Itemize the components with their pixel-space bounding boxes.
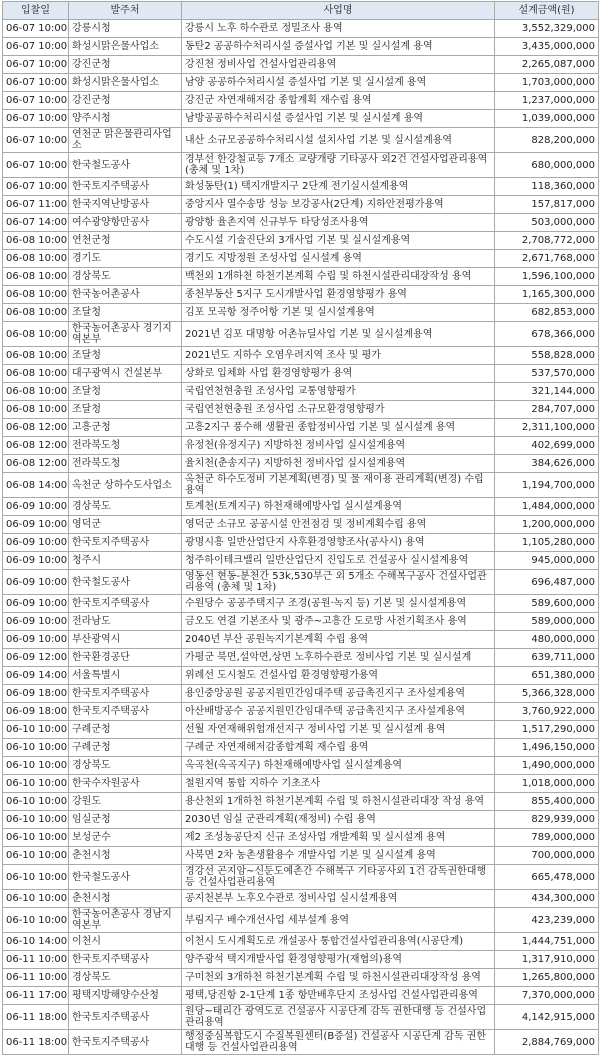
table-row — [3, 473, 599, 498]
bid-date-cell: 06-07 10:00 — [3, 74, 69, 92]
bid-date-cell: 06-10 10:00 — [3, 847, 69, 865]
bid-date-cell: 06-10 10:00 — [3, 775, 69, 793]
bid-date-cell: 06-07 10:00 — [3, 20, 69, 38]
orderer-cell: 조달청 — [69, 347, 182, 365]
orderer-cell: 한국지역난방공사 — [69, 196, 182, 214]
orderer-cell: 한국토지주택공사 — [69, 534, 182, 552]
project-name-cell: 사북면 2차 농촌생활용수 개발사업 기본 및 실시설계 용역 — [182, 847, 495, 865]
bid-date-cell: 06-08 10:00 — [3, 250, 69, 268]
orderer-cell: 한국농어촌공사 — [69, 286, 182, 304]
project-name-cell: 강릉시 노후 하수관로 정밀조사 용역 — [182, 20, 495, 38]
table-row — [3, 865, 599, 890]
orderer-cell: 대구광역시 건설본부 — [69, 365, 182, 383]
orderer-cell: 구례군청 — [69, 721, 182, 739]
bid-date-cell: 06-10 10:00 — [3, 721, 69, 739]
design-amount-cell: 1,265,800,000 — [495, 969, 599, 987]
design-amount-cell: 2,708,772,000 — [495, 232, 599, 250]
bid-date-cell: 06-10 10:00 — [3, 793, 69, 811]
table-row — [3, 552, 599, 570]
design-amount-cell: 1,596,100,000 — [495, 268, 599, 286]
orderer-cell: 화성시맑은물사업소 — [69, 74, 182, 92]
table-row — [3, 153, 599, 178]
project-name-cell: 강진천 정비사업 건설사업관리용역 — [182, 56, 495, 74]
header-design-amount: 설계금액(원) — [495, 2, 599, 20]
orderer-cell: 경상북도 — [69, 757, 182, 775]
design-amount-cell: 789,000,000 — [495, 829, 599, 847]
project-name-cell: 양주광석 택지개발사업 환경영향평가(재협의)용역 — [182, 951, 495, 969]
design-amount-cell: 2,265,087,000 — [495, 56, 599, 74]
orderer-cell: 한국철도공사 — [69, 865, 182, 890]
header-bid-date: 입찰일 — [3, 2, 69, 20]
table-row — [3, 757, 599, 775]
project-name-cell: 경기도 지방정원 조성사업 실시설계 용역 — [182, 250, 495, 268]
bid-date-cell: 06-09 10:00 — [3, 534, 69, 552]
bid-date-cell: 06-10 10:00 — [3, 829, 69, 847]
bid-date-cell: 06-08 12:00 — [3, 455, 69, 473]
bid-date-cell: 06-08 10:00 — [3, 322, 69, 347]
project-name-cell: 이천시 도시계획도로 개설공사 통합건설사업관리용역(시공단계) — [182, 933, 495, 951]
table-row — [3, 829, 599, 847]
table-row — [3, 969, 599, 987]
bid-date-cell: 06-09 10:00 — [3, 516, 69, 534]
table-body — [3, 20, 599, 1055]
bid-date-cell: 06-08 10:00 — [3, 268, 69, 286]
design-amount-cell: 3,760,922,000 — [495, 703, 599, 721]
bid-date-cell: 06-08 10:00 — [3, 232, 69, 250]
table-row — [3, 455, 599, 473]
orderer-cell: 한국수자원공사 — [69, 775, 182, 793]
orderer-cell: 한국토지주택공사 — [69, 951, 182, 969]
orderer-cell: 임실군청 — [69, 811, 182, 829]
table-row — [3, 38, 599, 56]
project-name-cell: 2021년도 지하수 오염우려지역 조사 및 평가 — [182, 347, 495, 365]
table-row — [3, 322, 599, 347]
bid-date-cell: 06-08 10:00 — [3, 401, 69, 419]
orderer-cell: 고흥군청 — [69, 419, 182, 437]
project-name-cell: 용인중앙공원 공공지원민간임대주택 공급촉진지구 조사설계용역 — [182, 685, 495, 703]
project-name-cell: 옥곡천(옥곡지구) 하천재해예방사업 실시설계용역 — [182, 757, 495, 775]
bid-date-cell: 06-09 10:00 — [3, 595, 69, 613]
orderer-cell: 경상북도 — [69, 969, 182, 987]
bid-date-cell: 06-09 10:00 — [3, 631, 69, 649]
design-amount-cell: 1,194,700,000 — [495, 473, 599, 498]
design-amount-cell: 157,817,000 — [495, 196, 599, 214]
bid-date-cell: 06-08 10:00 — [3, 304, 69, 322]
orderer-cell: 한국농어촌공사 경기지역본부 — [69, 322, 182, 347]
design-amount-cell: 639,711,000 — [495, 649, 599, 667]
design-amount-cell: 589,600,000 — [495, 595, 599, 613]
design-amount-cell: 3,552,329,000 — [495, 20, 599, 38]
project-name-cell: 청주하이테크밸리 일반산업단지 진입도로 건설공사 실시설계용역 — [182, 552, 495, 570]
orderer-cell: 부산광역시 — [69, 631, 182, 649]
header-project-name: 사업명 — [182, 2, 495, 20]
project-name-cell: 금오도 연결 기본조사 및 광주~고흥간 도로망 사전기획조사 용역 — [182, 613, 495, 631]
project-name-cell: 강진군 자연재해저감 종합계획 재수립 용역 — [182, 92, 495, 110]
table-row — [3, 214, 599, 232]
project-name-cell: 2030년 임실 군관리계획(재정비) 수립 용역 — [182, 811, 495, 829]
orderer-cell: 강진군청 — [69, 56, 182, 74]
project-name-cell: 아산배방공수 공공지원민간임대주택 공급촉진지구 조사설계용역 — [182, 703, 495, 721]
project-name-cell: 경강선 곤지암~신둔도예촌간 수해복구 기타공사외 1건 감독권한대행 등 건설사업관리용역 — [182, 865, 495, 890]
table-row — [3, 178, 599, 196]
bid-date-cell: 06-10 10:00 — [3, 865, 69, 890]
bid-date-cell: 06-10 10:00 — [3, 890, 69, 908]
orderer-cell: 한국토지주택공사 — [69, 178, 182, 196]
bid-date-cell: 06-08 10:00 — [3, 365, 69, 383]
table-row — [3, 286, 599, 304]
design-amount-cell: 434,300,000 — [495, 890, 599, 908]
design-amount-cell: 2,884,769,000 — [495, 1030, 599, 1055]
design-amount-cell: 696,487,000 — [495, 570, 599, 595]
orderer-cell: 전라남도 — [69, 613, 182, 631]
design-amount-cell: 2,311,100,000 — [495, 419, 599, 437]
design-amount-cell: 589,000,000 — [495, 613, 599, 631]
project-name-cell: 내산 소규모공공하수처리시설 설치사업 기본 및 실시설계용역 — [182, 128, 495, 153]
orderer-cell: 한국환경공단 — [69, 649, 182, 667]
project-name-cell: 유정천(유정지구) 지방하천 정비사업 실시설계용역 — [182, 437, 495, 455]
bid-date-cell: 06-10 14:00 — [3, 933, 69, 951]
bid-date-cell: 06-09 10:00 — [3, 613, 69, 631]
bid-date-cell: 06-11 17:00 — [3, 987, 69, 1005]
orderer-cell: 서울특별시 — [69, 667, 182, 685]
bid-date-cell: 06-07 10:00 — [3, 92, 69, 110]
table-row — [3, 516, 599, 534]
project-name-cell: 구미천외 3개하천 하천기본계획 수립 및 하천시설관리대장작성 용역 — [182, 969, 495, 987]
orderer-cell: 강원도 — [69, 793, 182, 811]
table-row — [3, 128, 599, 153]
design-amount-cell: 945,000,000 — [495, 552, 599, 570]
table-row — [3, 419, 599, 437]
table-row — [3, 933, 599, 951]
bid-date-cell: 06-07 10:00 — [3, 38, 69, 56]
orderer-cell: 한국토지주택공사 — [69, 685, 182, 703]
table-row — [3, 74, 599, 92]
design-amount-cell: 5,366,328,000 — [495, 685, 599, 703]
table-row — [3, 721, 599, 739]
project-name-cell: 토계천(토계지구) 하천재해예방사업 실시설계용역 — [182, 498, 495, 516]
bid-date-cell: 06-08 10:00 — [3, 347, 69, 365]
table-row — [3, 703, 599, 721]
design-amount-cell: 1,444,751,000 — [495, 933, 599, 951]
design-amount-cell: 3,435,000,000 — [495, 38, 599, 56]
project-name-cell: 가평군 북면,설악면,상면 노후하수관로 정비사업 기본 및 실시설계 — [182, 649, 495, 667]
orderer-cell: 연천군 맑은물관리사업소 — [69, 128, 182, 153]
table-row — [3, 20, 599, 38]
table-row — [3, 775, 599, 793]
table-row — [3, 951, 599, 969]
orderer-cell: 한국철도공사 — [69, 153, 182, 178]
table-row — [3, 92, 599, 110]
orderer-cell: 한국토지주택공사 — [69, 703, 182, 721]
design-amount-cell: 682,853,000 — [495, 304, 599, 322]
design-amount-cell: 680,000,000 — [495, 153, 599, 178]
orderer-cell: 한국농어촌공사 경남지역본부 — [69, 908, 182, 933]
design-amount-cell: 284,707,000 — [495, 401, 599, 419]
table-row — [3, 347, 599, 365]
project-name-cell: 수원당수 공공주택지구 조경(공원·녹지 등) 기본 및 실시설계용역 — [182, 595, 495, 613]
bid-date-cell: 06-07 10:00 — [3, 153, 69, 178]
table-row — [3, 498, 599, 516]
design-amount-cell: 855,400,000 — [495, 793, 599, 811]
design-amount-cell: 1,105,280,000 — [495, 534, 599, 552]
orderer-cell: 구례군청 — [69, 739, 182, 757]
project-name-cell: 옥천군 하수도정비 기본계획(변경) 및 물 재이용 관리계획(변경) 수립 용역 — [182, 473, 495, 498]
design-amount-cell: 678,366,000 — [495, 322, 599, 347]
orderer-cell: 한국토지주택공사 — [69, 595, 182, 613]
table-row — [3, 987, 599, 1005]
design-amount-cell: 4,142,915,000 — [495, 1005, 599, 1030]
table-row — [3, 649, 599, 667]
project-name-cell: 용산천외 1개하천 하천기본계획 수립 및 하천시설관리대장 작성 용역 — [182, 793, 495, 811]
table-row — [3, 890, 599, 908]
orderer-cell: 강진군청 — [69, 92, 182, 110]
table-row — [3, 847, 599, 865]
design-amount-cell: 1,484,000,000 — [495, 498, 599, 516]
project-name-cell: 철원지역 통합 지하수 기초조사 — [182, 775, 495, 793]
bid-date-cell: 06-07 10:00 — [3, 128, 69, 153]
design-amount-cell: 1,317,910,000 — [495, 951, 599, 969]
table-row — [3, 811, 599, 829]
project-name-cell: 광양항 율촌지역 신규부두 타당성조사용역 — [182, 214, 495, 232]
design-amount-cell: 828,200,000 — [495, 128, 599, 153]
bid-date-cell: 06-09 18:00 — [3, 685, 69, 703]
orderer-cell: 이천시 — [69, 933, 182, 951]
project-name-cell: 율치천(춘송지구) 지방하천 정비사업 실시설계용역 — [182, 455, 495, 473]
project-name-cell: 동탄2 공공하수처리시설 증설사업 기본 및 실시설계 용역 — [182, 38, 495, 56]
project-name-cell: 2021년 김포 대명항 어촌뉴딜사업 기본 및 실시설계용역 — [182, 322, 495, 347]
design-amount-cell: 1,200,000,000 — [495, 516, 599, 534]
orderer-cell: 춘천시청 — [69, 890, 182, 908]
design-amount-cell: 829,939,000 — [495, 811, 599, 829]
project-name-cell: 구례군 자연재해저감종합계획 재수립 용역 — [182, 739, 495, 757]
design-amount-cell: 1,517,290,000 — [495, 721, 599, 739]
orderer-cell: 조달청 — [69, 401, 182, 419]
design-amount-cell: 1,039,000,000 — [495, 110, 599, 128]
design-amount-cell: 558,828,000 — [495, 347, 599, 365]
table-row — [3, 595, 599, 613]
project-name-cell: 영동선 현동-분천간 53k,530부근 외 5개소 수해복구공사 건설사업관리용역 (총체 및 1차) — [182, 570, 495, 595]
design-amount-cell: 651,380,000 — [495, 667, 599, 685]
table-row — [3, 304, 599, 322]
table-row — [3, 570, 599, 595]
orderer-cell: 청주시 — [69, 552, 182, 570]
orderer-cell: 조달청 — [69, 383, 182, 401]
design-amount-cell: 1,018,000,000 — [495, 775, 599, 793]
orderer-cell: 경기도 — [69, 250, 182, 268]
bid-date-cell: 06-10 10:00 — [3, 757, 69, 775]
table-row — [3, 631, 599, 649]
orderer-cell: 옥천군 상하수도사업소 — [69, 473, 182, 498]
design-amount-cell: 2,671,768,000 — [495, 250, 599, 268]
project-name-cell: 김포 모곡항 정주어항 기본 및 실시설계용역 — [182, 304, 495, 322]
bid-date-cell: 06-09 10:00 — [3, 552, 69, 570]
bid-date-cell: 06-08 12:00 — [3, 419, 69, 437]
table-row — [3, 250, 599, 268]
table-row — [3, 908, 599, 933]
bid-date-cell: 06-08 14:00 — [3, 473, 69, 498]
orderer-cell: 전라북도청 — [69, 437, 182, 455]
orderer-cell: 경상북도 — [69, 498, 182, 516]
table-row — [3, 56, 599, 74]
project-name-cell: 백천외 1개하천 하천기본계획 수립 및 하천시설관리대장작성 용역 — [182, 268, 495, 286]
project-name-cell: 광명시흥 일반산업단지 사후환경영향조사(공사시) 용역 — [182, 534, 495, 552]
orderer-cell: 화성시맑은물사업소 — [69, 38, 182, 56]
design-amount-cell: 503,000,000 — [495, 214, 599, 232]
project-name-cell: 평택,당진항 2-1단계 1종 항만배후단지 조성사업 건설사업관리용역 — [182, 987, 495, 1005]
bid-date-cell: 06-11 18:00 — [3, 1030, 69, 1055]
table-row — [3, 667, 599, 685]
design-amount-cell: 7,370,000,000 — [495, 987, 599, 1005]
table-row — [3, 1030, 599, 1055]
orderer-cell: 한국토지주택공사 — [69, 1030, 182, 1055]
orderer-cell: 전라북도청 — [69, 455, 182, 473]
orderer-cell: 한국철도공사 — [69, 570, 182, 595]
design-amount-cell: 1,165,300,000 — [495, 286, 599, 304]
table-row — [3, 534, 599, 552]
project-name-cell: 국립연천현충원 조성사업 소규모환경영향평가 — [182, 401, 495, 419]
bid-date-cell: 06-07 10:00 — [3, 56, 69, 74]
table-row — [3, 739, 599, 757]
table-row — [3, 268, 599, 286]
bid-date-cell: 06-08 10:00 — [3, 383, 69, 401]
project-name-cell: 상화로 입체화 사업 환경영향평가 용역 — [182, 365, 495, 383]
design-amount-cell: 118,360,000 — [495, 178, 599, 196]
table-row — [3, 1005, 599, 1030]
bid-date-cell: 06-08 12:00 — [3, 437, 69, 455]
bid-date-cell: 06-10 10:00 — [3, 739, 69, 757]
bid-date-cell: 06-09 10:00 — [3, 498, 69, 516]
design-amount-cell: 1,490,000,000 — [495, 757, 599, 775]
orderer-cell: 양주시청 — [69, 110, 182, 128]
table-row — [3, 401, 599, 419]
project-name-cell: 공지천본부 노후오수관로 정비사업 실시설계용역 — [182, 890, 495, 908]
design-amount-cell: 384,626,000 — [495, 455, 599, 473]
orderer-cell: 조달청 — [69, 304, 182, 322]
project-name-cell: 남방공공하수처리시설 증설사업 기본 및 실시설계 용역 — [182, 110, 495, 128]
bid-date-cell: 06-11 10:00 — [3, 951, 69, 969]
project-name-cell: 선월 자연재해위험개선지구 정비사업 기본 및 실시설계 용역 — [182, 721, 495, 739]
project-name-cell: 고흥2지구 풍수해 생활권 종합정비사업 기본 및 실시설계 용역 — [182, 419, 495, 437]
project-name-cell: 남양 공공하수처리시설 증설사업 기본 및 실시설계 용역 — [182, 74, 495, 92]
bid-date-cell: 06-10 10:00 — [3, 908, 69, 933]
orderer-cell: 보성군수 — [69, 829, 182, 847]
orderer-cell: 한국토지주택공사 — [69, 1005, 182, 1030]
orderer-cell: 영덕군 — [69, 516, 182, 534]
orderer-cell: 여수광양항만공사 — [69, 214, 182, 232]
bid-date-cell: 06-07 10:00 — [3, 110, 69, 128]
project-name-cell: 종천부동산 5지구 도시개발사업 환경영향평가 용역 — [182, 286, 495, 304]
design-amount-cell: 321,144,000 — [495, 383, 599, 401]
project-name-cell: 영덕군 소규모 공공시설 안전점검 및 정비계획수립 용역 — [182, 516, 495, 534]
orderer-cell: 춘천시청 — [69, 847, 182, 865]
bid-date-cell: 06-07 11:00 — [3, 196, 69, 214]
bid-date-cell: 06-09 14:00 — [3, 667, 69, 685]
design-amount-cell: 423,239,000 — [495, 908, 599, 933]
project-name-cell: 원당~태리간 광역도로 건설공사 시공단계 감독 권한대행 등 건설사업관리용역 — [182, 1005, 495, 1030]
table-row — [3, 437, 599, 455]
project-name-cell: 행정중심복합도시 수질복원센터(B증설) 건설공사 시공단계 감독 권한대행 등 건설사업관리용역 — [182, 1030, 495, 1055]
orderer-cell: 평택지방해양수산청 — [69, 987, 182, 1005]
bid-date-cell: 06-09 12:00 — [3, 649, 69, 667]
bid-date-cell: 06-08 10:00 — [3, 286, 69, 304]
design-amount-cell: 1,496,150,000 — [495, 739, 599, 757]
bid-date-cell: 06-11 18:00 — [3, 1005, 69, 1030]
bid-date-cell: 06-09 18:00 — [3, 703, 69, 721]
table-row — [3, 110, 599, 128]
table-row — [3, 232, 599, 250]
table-row — [3, 196, 599, 214]
table-row — [3, 613, 599, 631]
table-row — [3, 793, 599, 811]
header-row — [3, 2, 599, 20]
bid-date-cell: 06-07 14:00 — [3, 214, 69, 232]
bid-table — [2, 1, 599, 1055]
project-name-cell: 국립연천현충원 조성사업 교통영향평가 — [182, 383, 495, 401]
project-name-cell: 제2 조성농공단지 신규 조성사업 개발계획 및 실시설계 용역 — [182, 829, 495, 847]
project-name-cell: 부림지구 배수개선사업 세부설계 용역 — [182, 908, 495, 933]
orderer-cell: 강릉시청 — [69, 20, 182, 38]
table-row — [3, 365, 599, 383]
project-name-cell: 수도시설 기술진단외 3개사업 기본 및 실시설계용역 — [182, 232, 495, 250]
design-amount-cell: 665,478,000 — [495, 865, 599, 890]
bid-date-cell: 06-07 10:00 — [3, 178, 69, 196]
design-amount-cell: 537,570,000 — [495, 365, 599, 383]
table-row — [3, 383, 599, 401]
orderer-cell: 연천군청 — [69, 232, 182, 250]
project-name-cell: 중앙지사 열수송망 성능 보강공사(2단계) 지하안전평가용역 — [182, 196, 495, 214]
bid-date-cell: 06-09 10:00 — [3, 570, 69, 595]
design-amount-cell: 402,699,000 — [495, 437, 599, 455]
bid-date-cell: 06-11 10:00 — [3, 969, 69, 987]
project-name-cell: 2040년 부산 공원녹지기본계획 수립 용역 — [182, 631, 495, 649]
design-amount-cell: 1,237,000,000 — [495, 92, 599, 110]
bid-table-container — [2, 1, 598, 1055]
project-name-cell: 화성동탄(1) 택지개발지구 2단계 전기실시설계용역 — [182, 178, 495, 196]
orderer-cell: 경상북도 — [69, 268, 182, 286]
project-name-cell: 위례선 도시철도 건설사업 환경영향평가용역 — [182, 667, 495, 685]
design-amount-cell: 1,703,000,000 — [495, 74, 599, 92]
header-orderer: 발주처 — [69, 2, 182, 20]
bid-date-cell: 06-10 10:00 — [3, 811, 69, 829]
project-name-cell: 경부선 한강철교등 7개소 교량개량 기타공사 외2건 건설사업관리용역 (총체 및 1차) — [182, 153, 495, 178]
table-row — [3, 685, 599, 703]
design-amount-cell: 480,000,000 — [495, 631, 599, 649]
design-amount-cell: 700,000,000 — [495, 847, 599, 865]
